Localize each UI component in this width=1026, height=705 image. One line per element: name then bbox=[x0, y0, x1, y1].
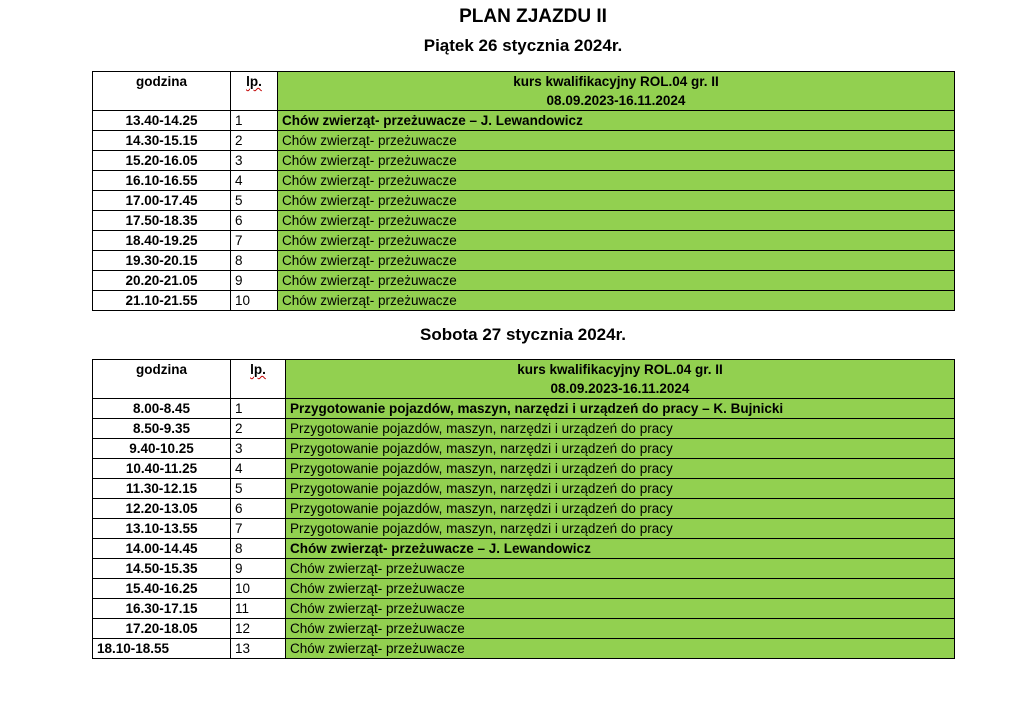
subject-cell: Chów zwierząt- przeżuwacze bbox=[286, 619, 955, 639]
time-cell: 13.40-14.25 bbox=[93, 111, 231, 131]
subject-cell: Chów zwierząt- przeżuwacze bbox=[286, 559, 955, 579]
table-row bbox=[93, 251, 955, 271]
day-heading-saturday: Sobota 27 stycznia 2024r. bbox=[420, 325, 626, 344]
time-cell: 12.20-13.05 bbox=[93, 499, 231, 519]
table-row bbox=[93, 191, 955, 211]
subject-cell: Przygotowanie pojazdów, maszyn, narzędzi i urządzeń do pracy bbox=[286, 499, 955, 519]
lp-cell: 3 bbox=[231, 439, 286, 459]
subject-cell: Przygotowanie pojazdów, maszyn, narzędzi i urządzeń do pracy bbox=[286, 439, 955, 459]
table-row bbox=[93, 171, 955, 191]
time-cell: 9.40-10.25 bbox=[93, 439, 231, 459]
subject-cell: Chów zwierząt- przeżuwacze bbox=[278, 291, 955, 311]
table-row bbox=[93, 151, 955, 171]
column-header-time: godzina bbox=[93, 72, 231, 111]
table-row bbox=[93, 479, 955, 499]
lp-cell: 5 bbox=[231, 191, 278, 211]
subject-cell: Chów zwierząt- przeżuwacze bbox=[278, 251, 955, 271]
time-cell: 11.30-12.15 bbox=[93, 479, 231, 499]
table-row bbox=[93, 131, 955, 151]
time-cell: 13.10-13.55 bbox=[93, 519, 231, 539]
subject-cell: Chów zwierząt- przeżuwacze bbox=[278, 271, 955, 291]
lp-cell: 1 bbox=[231, 399, 286, 419]
time-cell: 21.10-21.55 bbox=[93, 291, 231, 311]
time-cell: 14.50-15.35 bbox=[93, 559, 231, 579]
subject-cell: Chów zwierząt- przeżuwacze bbox=[278, 211, 955, 231]
time-cell: 19.30-20.15 bbox=[93, 251, 231, 271]
subject-cell: Przygotowanie pojazdów, maszyn, narzędzi i urządzeń do pracy bbox=[286, 519, 955, 539]
lp-cell: 6 bbox=[231, 499, 286, 519]
time-cell: 14.30-15.15 bbox=[93, 131, 231, 151]
lp-cell: 3 bbox=[231, 151, 278, 171]
lp-cell: 11 bbox=[231, 599, 286, 619]
lp-cell: 8 bbox=[231, 539, 286, 559]
course-name: kurs kwalifikacyjny ROL.04 gr. II bbox=[513, 74, 719, 89]
course-dates: 08.09.2023-16.11.2024 bbox=[550, 381, 690, 396]
time-cell: 8.00-8.45 bbox=[93, 399, 231, 419]
lp-cell: 5 bbox=[231, 479, 286, 499]
table-row bbox=[93, 271, 955, 291]
table-row bbox=[93, 619, 955, 639]
lp-cell: 9 bbox=[231, 271, 278, 291]
table-row bbox=[93, 639, 955, 659]
column-header-lp: lp. bbox=[231, 72, 278, 111]
subject-cell: Chów zwierząt- przeżuwacze bbox=[278, 171, 955, 191]
lp-cell: 13 bbox=[231, 639, 286, 659]
lp-cell: 2 bbox=[231, 131, 278, 151]
course-name: kurs kwalifikacyjny ROL.04 gr. II bbox=[517, 362, 723, 377]
table-header-row bbox=[93, 360, 955, 399]
column-header-course bbox=[278, 72, 955, 111]
lp-cell: 4 bbox=[231, 171, 278, 191]
subject-cell: Chów zwierząt- przeżuwacze – J. Lewandowicz bbox=[286, 539, 955, 559]
time-cell: 16.30-17.15 bbox=[93, 599, 231, 619]
time-cell: 14.00-14.45 bbox=[93, 539, 231, 559]
lp-cell: 6 bbox=[231, 211, 278, 231]
day-heading-friday: Piątek 26 stycznia 2024r. bbox=[423, 36, 623, 55]
time-cell: 17.50-18.35 bbox=[93, 211, 231, 231]
subject-cell: Przygotowanie pojazdów, maszyn, narzędzi i urządzeń do pracy – K. Bujnicki bbox=[286, 399, 955, 419]
table-row bbox=[93, 519, 955, 539]
time-cell: 15.40-16.25 bbox=[93, 579, 231, 599]
column-header-lp: lp. bbox=[231, 360, 286, 399]
schedule-table-friday bbox=[92, 71, 955, 311]
subject-cell: Przygotowanie pojazdów, maszyn, narzędzi i urządzeń do pracy bbox=[286, 419, 955, 439]
lp-cell: 7 bbox=[231, 519, 286, 539]
table-row bbox=[93, 539, 955, 559]
table-row bbox=[93, 599, 955, 619]
subject-cell: Chów zwierząt- przeżuwacze bbox=[278, 231, 955, 251]
lp-cell: 4 bbox=[231, 459, 286, 479]
subject-cell: Chów zwierząt- przeżuwacze bbox=[278, 191, 955, 211]
lp-cell: 10 bbox=[231, 291, 278, 311]
subject-cell: Chów zwierząt- przeżuwacze bbox=[286, 639, 955, 659]
column-header-course bbox=[286, 360, 955, 399]
table-row bbox=[93, 439, 955, 459]
lp-cell: 7 bbox=[231, 231, 278, 251]
table-row bbox=[93, 231, 955, 251]
time-cell: 18.10-18.55 bbox=[93, 639, 231, 659]
lp-cell: 1 bbox=[231, 111, 278, 131]
time-cell: 17.20-18.05 bbox=[93, 619, 231, 639]
page-title: PLAN ZJAZDU II bbox=[459, 6, 607, 27]
table-row bbox=[93, 559, 955, 579]
subject-cell: Przygotowanie pojazdów, maszyn, narzędzi i urządzeń do pracy bbox=[286, 479, 955, 499]
subject-cell: Chów zwierząt- przeżuwacze bbox=[286, 599, 955, 619]
time-cell: 15.20-16.05 bbox=[93, 151, 231, 171]
subject-cell: Chów zwierząt- przeżuwacze bbox=[278, 131, 955, 151]
time-cell: 16.10-16.55 bbox=[93, 171, 231, 191]
table-row bbox=[93, 499, 955, 519]
lp-cell: 10 bbox=[231, 579, 286, 599]
lp-cell: 12 bbox=[231, 619, 286, 639]
subject-cell: Chów zwierząt- przeżuwacze – J. Lewandowicz bbox=[278, 111, 955, 131]
table-body bbox=[93, 111, 955, 311]
lp-cell: 8 bbox=[231, 251, 278, 271]
time-cell: 18.40-19.25 bbox=[93, 231, 231, 251]
lp-cell: 9 bbox=[231, 559, 286, 579]
schedule-table-saturday bbox=[92, 359, 955, 659]
subject-cell: Chów zwierząt- przeżuwacze bbox=[286, 579, 955, 599]
table-row bbox=[93, 579, 955, 599]
column-header-time: godzina bbox=[93, 360, 231, 399]
time-cell: 10.40-11.25 bbox=[93, 459, 231, 479]
table-row bbox=[93, 459, 955, 479]
table-row bbox=[93, 111, 955, 131]
subject-cell: Chów zwierząt- przeżuwacze bbox=[278, 151, 955, 171]
subject-cell: Przygotowanie pojazdów, maszyn, narzędzi i urządzeń do pracy bbox=[286, 459, 955, 479]
table-body bbox=[93, 399, 955, 659]
table-row bbox=[93, 399, 955, 419]
time-cell: 8.50-9.35 bbox=[93, 419, 231, 439]
table-row bbox=[93, 291, 955, 311]
time-cell: 20.20-21.05 bbox=[93, 271, 231, 291]
lp-cell: 2 bbox=[231, 419, 286, 439]
table-header-row bbox=[93, 72, 955, 111]
table-row bbox=[93, 211, 955, 231]
time-cell: 17.00-17.45 bbox=[93, 191, 231, 211]
table-row bbox=[93, 419, 955, 439]
course-dates: 08.09.2023-16.11.2024 bbox=[546, 93, 686, 108]
